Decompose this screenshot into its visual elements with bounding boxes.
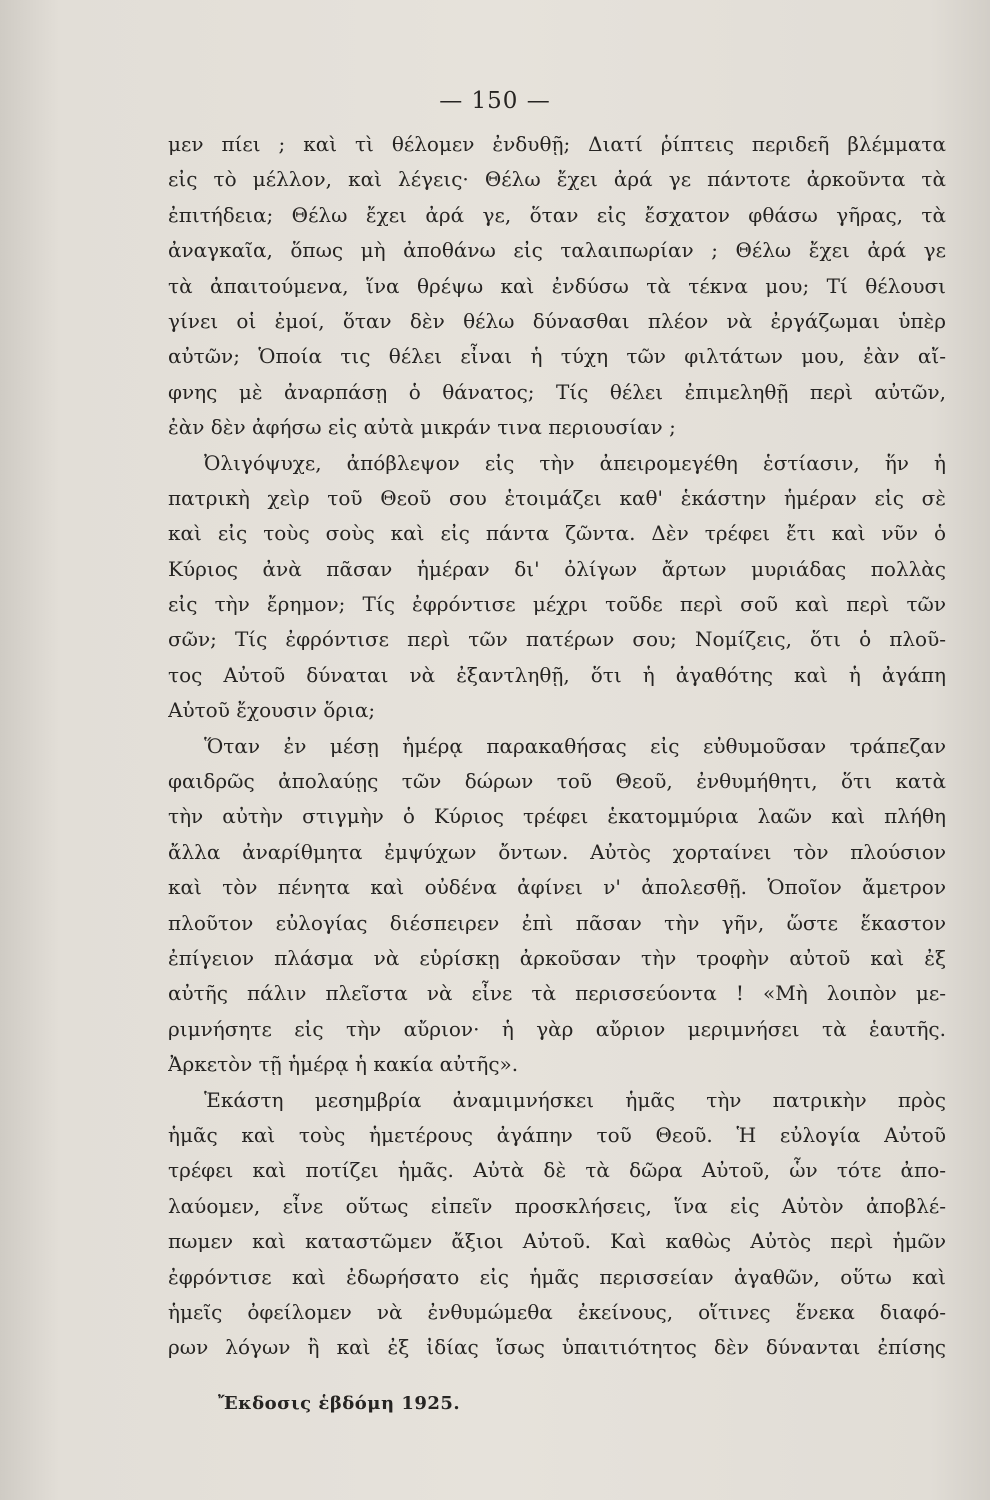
text-line: Αὐτοῦ ἔχουσιν ὅρια; (168, 698, 376, 723)
text-line: ἀναγκαῖα, ὅπως μὴ ἀποθάνω εἰς ταλαιπωρίαν ; Θέλω ἔχει ἀρά γε (168, 238, 946, 263)
text-line: πλοῦτον εὐλογίας διέσπειρεν ἐπὶ πᾶσαν τὴν γῆν, ὥστε ἕκαστον (168, 910, 946, 935)
body-text (168, 127, 946, 1366)
text-line: ἐφρόντισε καὶ ἐδωρήσατο εἰς ἡμᾶς περισσείαν ἀγαθῶν, οὕτω καὶ (168, 1264, 946, 1289)
text-line: Ὀλιγόψυχε, ἀπόβλεψον εἰς τὴν ἀπειρομεγέθη ἑστίασιν, ἥν ἡ (204, 450, 946, 475)
text-line: ἄλλα ἀναρίθμητα ἐμψύχων ὄντων. Αὐτὸς χορταίνει τὸν πλούσιον (168, 839, 946, 864)
text-line: τὴν αὐτὴν στιγμὴν ὁ Κύριος τρέφει ἑκατομμύρια λαῶν καὶ πλήθη (168, 804, 946, 829)
text-line: ἡμᾶς καὶ τοὺς ἡμετέρους ἀγάπην τοῦ Θεοῦ. Ἡ εὐλογία Αὐτοῦ (168, 1122, 946, 1147)
text-line: εἰς τὴν ἔρημον; Τίς ἐφρόντισε μέχρι τοῦδε περὶ σοῦ καὶ περὶ τῶν (168, 592, 946, 617)
text-line: ἐπιτήδεια; Θέλω ἔχει ἀρά γε, ὅταν εἰς ἔσχατον φθάσω γῆρας, τὰ (168, 202, 946, 227)
text-line: πατρικὴ χεὶρ τοῦ Θεοῦ σου ἑτοιμάζει καθ' ἑκάστην ἡμέραν εἰς σὲ (168, 485, 946, 510)
text-line: τὰ ἀπαιτούμενα, ἵνα θρέψω καὶ ἐνδύσω τὰ τέκνα μου; Τί θέλουσι (168, 273, 946, 298)
text-line: ρων λόγων ἢ καὶ ἐξ ἰδίας ἴσως ὑπαιτιότητος δὲν δύνανται ἐπίσης (168, 1335, 946, 1360)
text-line: Ὅταν ἐν μέσῃ ἡμέρᾳ παρακαθήσας εἰς εὐθυμοῦσαν τράπεζαν (204, 733, 946, 758)
text-line: σῶν; Τίς ἐφρόντισε περὶ τῶν πατέρων σου; Νομίζεις, ὅτι ὁ πλοῦ- (168, 627, 946, 652)
text-line: πωμεν καὶ καταστῶμεν ἄξιοι Αὐτοῦ. Καὶ καθὼς Αὐτὸς περὶ ἡμῶν (168, 1229, 946, 1254)
text-line: ἐὰν δὲν ἀφήσω εἰς αὐτὰ μικράν τινα περιουσίαν ; (168, 415, 676, 440)
text-line: Ἀρκετὸν τῇ ἡμέρᾳ ἡ κακία αὐτῆς». (168, 1052, 519, 1077)
text-line: Ἑκάστη μεσημβρία ἀναμιμνήσκει ἡμᾶς τὴν πατρικὴν πρὸς (204, 1087, 946, 1112)
text-line: καὶ εἰς τοὺς σοὺς καὶ εἰς πάντα ζῶντα. Δὲν τρέφει ἔτι καὶ νῦν ὁ (168, 521, 946, 546)
text-line: φνης μὲ ἀναρπάσῃ ὁ θάνατος; Τίς θέλει ἐπιμεληθῇ περὶ αὐτῶν, (168, 379, 946, 404)
text-line: αὐτῶν; Ὁποία τις θέλει εἶναι ἡ τύχη τῶν φιλτάτων μου, ἐὰν αἴ- (168, 344, 946, 369)
text-line: καὶ τὸν πένητα καὶ οὐδένα ἀφίνει ν' ἀπολεσθῇ. Ὁποῖον ἄμετρον (168, 875, 946, 900)
text-line: φαιδρῶς ἀπολαύῃς τῶν δώρων τοῦ Θεοῦ, ἐνθυμήθητι, ὅτι κατὰ (168, 769, 946, 794)
text-line: ριμνήσητε εἰς τὴν αὔριον· ἡ γὰρ αὔριον μεριμνήσει τὰ ἑαυτῆς. (168, 1016, 946, 1041)
text-line: Κύριος ἀνὰ πᾶσαν ἡμέραν δι' ὀλίγων ἄρτων μυριάδας πολλὰς (168, 556, 946, 581)
edition-footnote: Ἔκδοσις ἑβδόμη 1925. (218, 1393, 461, 1414)
text-line: ἡμεῖς ὀφείλομεν νὰ ἐνθυμώμεθα ἐκείνους, οἵτινες ἕνεκα διαφό- (168, 1299, 946, 1324)
text-line: τος Αὐτοῦ δύναται νὰ ἐξαντληθῇ, ὅτι ἡ ἀγαθότης καὶ ἡ ἀγάπη (168, 662, 946, 687)
page-number: — 150 — (439, 88, 551, 114)
text-line: αὐτῆς πάλιν πλεῖστα νὰ εἶνε τὰ περισσεύοντα ! «Μὴ λοιπὸν με- (168, 981, 946, 1006)
text-line: γίνει οἱ ἐμοί, ὅταν δὲν θέλω δύνασθαι πλέον νὰ ἐργάζωμαι ὑπὲρ (168, 308, 946, 333)
text-line: ἐπίγειον πλάσμα νὰ εὑρίσκῃ ἀρκοῦσαν τὴν τροφὴν αὐτοῦ καὶ ἐξ (168, 945, 946, 970)
text-line: λαύομεν, εἶνε οὕτως εἰπεῖν προσκλήσεις, ἵνα εἰς Αὐτὸν ἀποβλέ- (168, 1193, 946, 1218)
text-line: τρέφει καὶ ποτίζει ἡμᾶς. Αὐτὰ δὲ τὰ δῶρα Αὐτοῦ, ὧν τότε ἀπο- (168, 1158, 946, 1183)
text-line: εἰς τὸ μέλλον, καὶ λέγεις· Θέλω ἔχει ἀρά γε πάντοτε ἀρκοῦντα τὰ (168, 167, 946, 192)
text-line: μεν πίει ; καὶ τὶ θέλομεν ἐνδυθῇ; Διατί ῥίπτεις περιδεῆ βλέμματα (168, 132, 946, 156)
